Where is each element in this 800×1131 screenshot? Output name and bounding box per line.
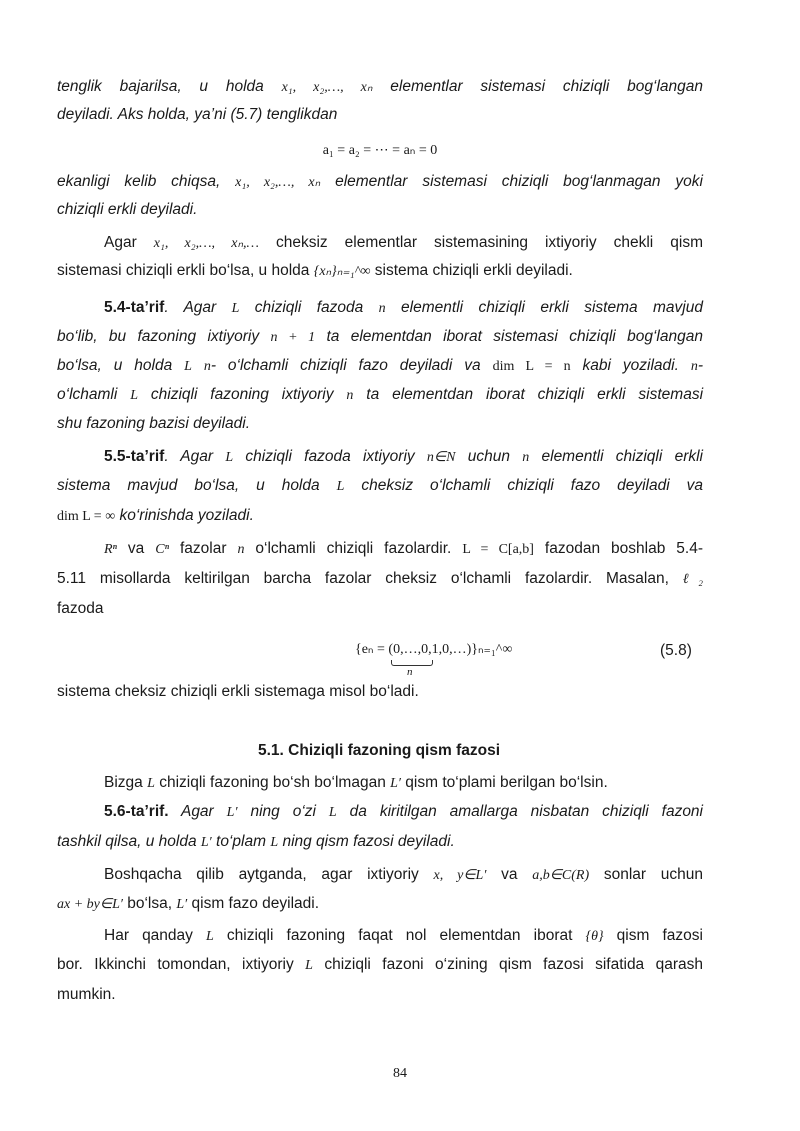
text-line: bor. Ikkinchi tomondan, ixtiyoriy L chiziqli fazoni o‘zining qism fazosi sifatida qarash — [57, 956, 703, 973]
text-line: Agar x₁, x₂,…, xₙ,… cheksiz elementlar sistemasining ixtiyoriy chekli qism — [104, 234, 703, 251]
definition-5-5: 5.5-ta’rif. Agar L chiziqli fazoda ixtiyoriy n∈N uchun n elementli chiziqli erkli — [104, 448, 703, 465]
text-line: Rⁿ va Cⁿ fazolar n o‘lchamli chiziqli fazolardir. L = C[a,b] fazodan boshlab 5.4- — [104, 540, 703, 557]
formula: a₁ = a₂ = ⋯ = aₙ = 0 — [322, 143, 438, 158]
definition-5-4: 5.4-ta’rif. Agar L chiziqli fazoda n elementli chiziqli erkli sistema mavjud — [104, 299, 703, 316]
text-line: 5.11 misollarda keltirilgan barcha fazolar cheksiz o‘lchamli fazolardir. Masalan, ℓ₂ — [57, 570, 704, 587]
definition-5-6: 5.6-ta’rif. Agar L′ ning o‘zi L da kiritilgan amallarga nisbatan chiziqli fazoni — [104, 803, 704, 820]
text-line: bo‘lib, bu fazoning ixtiyoriy n + 1 ta elementdan iborat sistemasi chiziqli bog‘langan — [57, 328, 703, 345]
text-line: sistemasi chiziqli erkli bo‘lsa, u holda {xₙ}ₙ₌₁^∞ sistema chiziqli erkli deyiladi. — [57, 262, 573, 279]
section-title: 5.1. Chiziqli fazoning qism fazosi — [258, 742, 500, 759]
text-line: tashkil qilsa, u holda L′ to‘plam L ning qism fazosi deyiladi. — [57, 833, 455, 850]
text-line: Har qanday L chiziqli fazoning faqat nol elementdan iborat {θ} qism fazosi — [104, 927, 703, 944]
text-line: sistema cheksiz chiziqli erkli sistemaga misol bo‘ladi. — [57, 683, 419, 700]
text-line: dim L = ∞ ko‘rinishda yoziladi. — [57, 507, 254, 524]
text-line: Bizga L chiziqli fazoning bo‘sh bo‘lmagan L′ qism to‘plami berilgan bo‘lsin. — [104, 774, 608, 791]
text-line: ax + by∈L′ bo‘lsa, L′ qism fazo deyiladi. — [57, 895, 320, 912]
equation-5-8: {eₙ = (0,…,0,1,0,…)}ₙ₌₁^∞ n — [355, 642, 513, 678]
text-line: sistema mavjud bo‘lsa, u holda L cheksiz o‘lchamli chiziqli fazo deyiladi va — [57, 477, 703, 494]
text-line: o‘lchamli L chiziqli fazoning ixtiyoriy n ta elementdan iborat chiziqli erkli sistemasi — [57, 386, 704, 403]
text-line: chiziqli erkli deyiladi. — [57, 201, 198, 218]
text-line: bo‘lsa, u holda L n- o‘lchamli chiziqli fazo deyiladi va dim L = n kabi yoziladi. n- — [57, 357, 703, 374]
text-line: deyiladi. Aks holda, ya’ni (5.7) tenglikdan — [57, 106, 338, 123]
text-line: Boshqacha qilib aytganda, agar ixtiyoriy x, y∈L′ va a,b∈C(R) sonlar uchun — [104, 866, 704, 883]
page-number: 84 — [393, 1066, 407, 1081]
text-line: fazoda — [57, 600, 104, 617]
text-line: mumkin. — [57, 986, 116, 1003]
text-line: ekanligi kelib chiqsa, x₁, x₂,…, xₙ elementlar sistemasi chiziqli bog‘lanmagan yoki — [57, 173, 703, 190]
underbrace-label: n — [407, 666, 413, 678]
equation-number: (5.8) — [660, 642, 692, 659]
text-line: shu fazoning bazisi deyiladi. — [57, 415, 251, 432]
text-line: tenglik bajarilsa, u holda x₁, x₂,…, xₙ elementlar sistemasi chiziqli bog‘langan — [57, 78, 703, 95]
